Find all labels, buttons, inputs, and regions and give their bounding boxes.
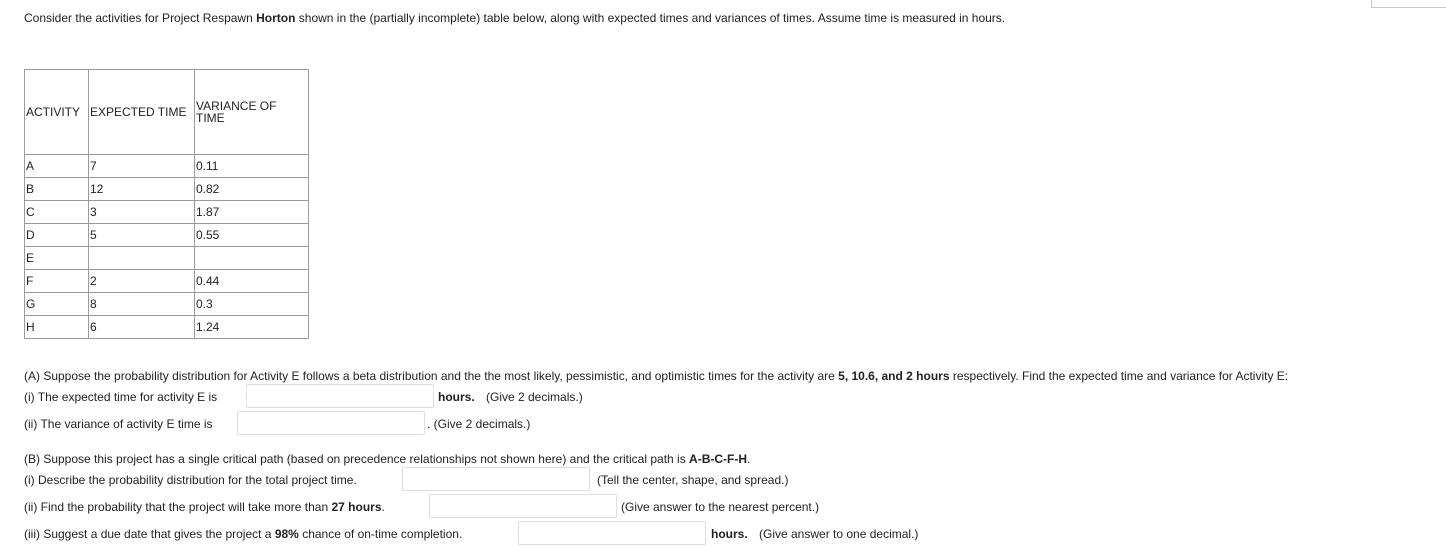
variance-cell: [195, 247, 309, 270]
part-b-q2-post: .: [381, 500, 385, 514]
expected-time-cell: 6: [89, 316, 195, 339]
table-row: [25, 270, 309, 293]
part-b-q1-label: (i) Describe the probability distribution for the total project time.: [24, 473, 357, 487]
expected-time-e-input[interactable]: [246, 384, 434, 408]
activity-cell: C: [25, 201, 89, 224]
table-row: [25, 201, 309, 224]
expected-time-cell: 3: [89, 201, 195, 224]
part-b-q3-unit-text: hours.: [711, 527, 748, 541]
intro-pre: Consider the activities for Project Respawn: [24, 11, 257, 25]
variance-cell: 1.87: [195, 201, 309, 224]
table-row: [25, 247, 309, 270]
part-a-q1-hint: (Give 2 decimals.): [486, 390, 583, 404]
due-date-input[interactable]: [518, 521, 706, 545]
activity-cell: B: [25, 178, 89, 201]
table-row: [25, 316, 309, 339]
table-row: [25, 224, 309, 247]
variance-cell: 0.55: [195, 224, 309, 247]
expected-time-cell: 12: [89, 178, 195, 201]
part-b-q2-pre: (ii) Find the probability that the project will take more than: [24, 500, 332, 514]
part-b-intro-pre: (B) Suppose this project has a single critical path (based on precedence relationships not shown here) and the critical path is: [24, 452, 690, 466]
table-row: [25, 155, 309, 178]
table-row: [25, 178, 309, 201]
corner-widget: [1371, 0, 1446, 8]
critical-path: A-B-C-F-H: [689, 452, 748, 466]
intro-post: shown in the (partially incomplete) table below, along with expected times and variances of times. Assume time is measured in hours.: [295, 11, 1006, 25]
part-b-q3-label: [24, 527, 462, 541]
distribution-input[interactable]: [402, 467, 590, 491]
part-a-intro: [24, 369, 1288, 383]
expected-time-cell: 7: [89, 155, 195, 178]
part-b-intro: [24, 452, 750, 466]
part-b-q3-pre: (iii) Suggest a due date that gives the project a: [24, 527, 275, 541]
part-b-q3-hint: (Give answer to one decimal.): [759, 527, 919, 541]
expected-time-cell: 5: [89, 224, 195, 247]
header-variance: VARIANCE OF TIME: [195, 70, 309, 155]
part-b-q2-label: [24, 500, 385, 514]
variance-e-input[interactable]: [237, 411, 425, 435]
activity-cell: H: [25, 316, 89, 339]
expected-time-cell: 8: [89, 293, 195, 316]
activity-cell: A: [25, 155, 89, 178]
activity-cell: G: [25, 293, 89, 316]
part-a-q1-unit-text: hours.: [438, 390, 475, 404]
header-expected-time: EXPECTED TIME: [89, 70, 195, 155]
table-header-row: [25, 70, 309, 155]
probability-input[interactable]: [429, 494, 617, 518]
table-row: [25, 293, 309, 316]
variance-cell: 1.24: [195, 316, 309, 339]
part-b-intro-post: .: [747, 452, 751, 466]
part-a-q1-unit: [438, 390, 475, 404]
part-b-q3-post: chance of on-time completion.: [298, 527, 463, 541]
part-a-intro-post: respectively. Find the expected time and variance for Activity E:: [949, 369, 1289, 383]
hours-threshold: 27 hours: [331, 500, 382, 514]
project-name: Horton: [256, 11, 296, 25]
variance-cell: 0.82: [195, 178, 309, 201]
part-a-intro-pre: (A) Suppose the probability distribution for Activity E follows a beta distribution and the the most likely, pessimistic, and optimistic times for the activity are: [24, 369, 839, 383]
part-a-q2-hint: . (Give 2 decimals.): [427, 417, 531, 431]
part-a-q1-label: (i) The expected time for activity E is: [24, 390, 218, 404]
intro-text: [24, 11, 1005, 25]
part-b-q1-hint: (Tell the center, shape, and spread.): [597, 473, 789, 487]
variance-cell: 0.11: [195, 155, 309, 178]
part-b-q3-unit: [711, 527, 748, 541]
part-b-q2-hint: (Give answer to the nearest percent.): [621, 500, 820, 514]
activity-cell: D: [25, 224, 89, 247]
expected-time-cell: 2: [89, 270, 195, 293]
expected-time-cell: [89, 247, 195, 270]
completion-percent: 98%: [274, 527, 299, 541]
variance-cell: 0.3: [195, 293, 309, 316]
part-a-times: 5, 10.6, and 2 hours: [838, 369, 950, 383]
activity-cell: F: [25, 270, 89, 293]
variance-cell: 0.44: [195, 270, 309, 293]
activity-cell: E: [25, 247, 89, 270]
activity-table: [24, 69, 309, 339]
header-activity: ACTIVITY: [25, 70, 89, 155]
part-a-q2-label: (ii) The variance of activity E time is: [24, 417, 213, 431]
